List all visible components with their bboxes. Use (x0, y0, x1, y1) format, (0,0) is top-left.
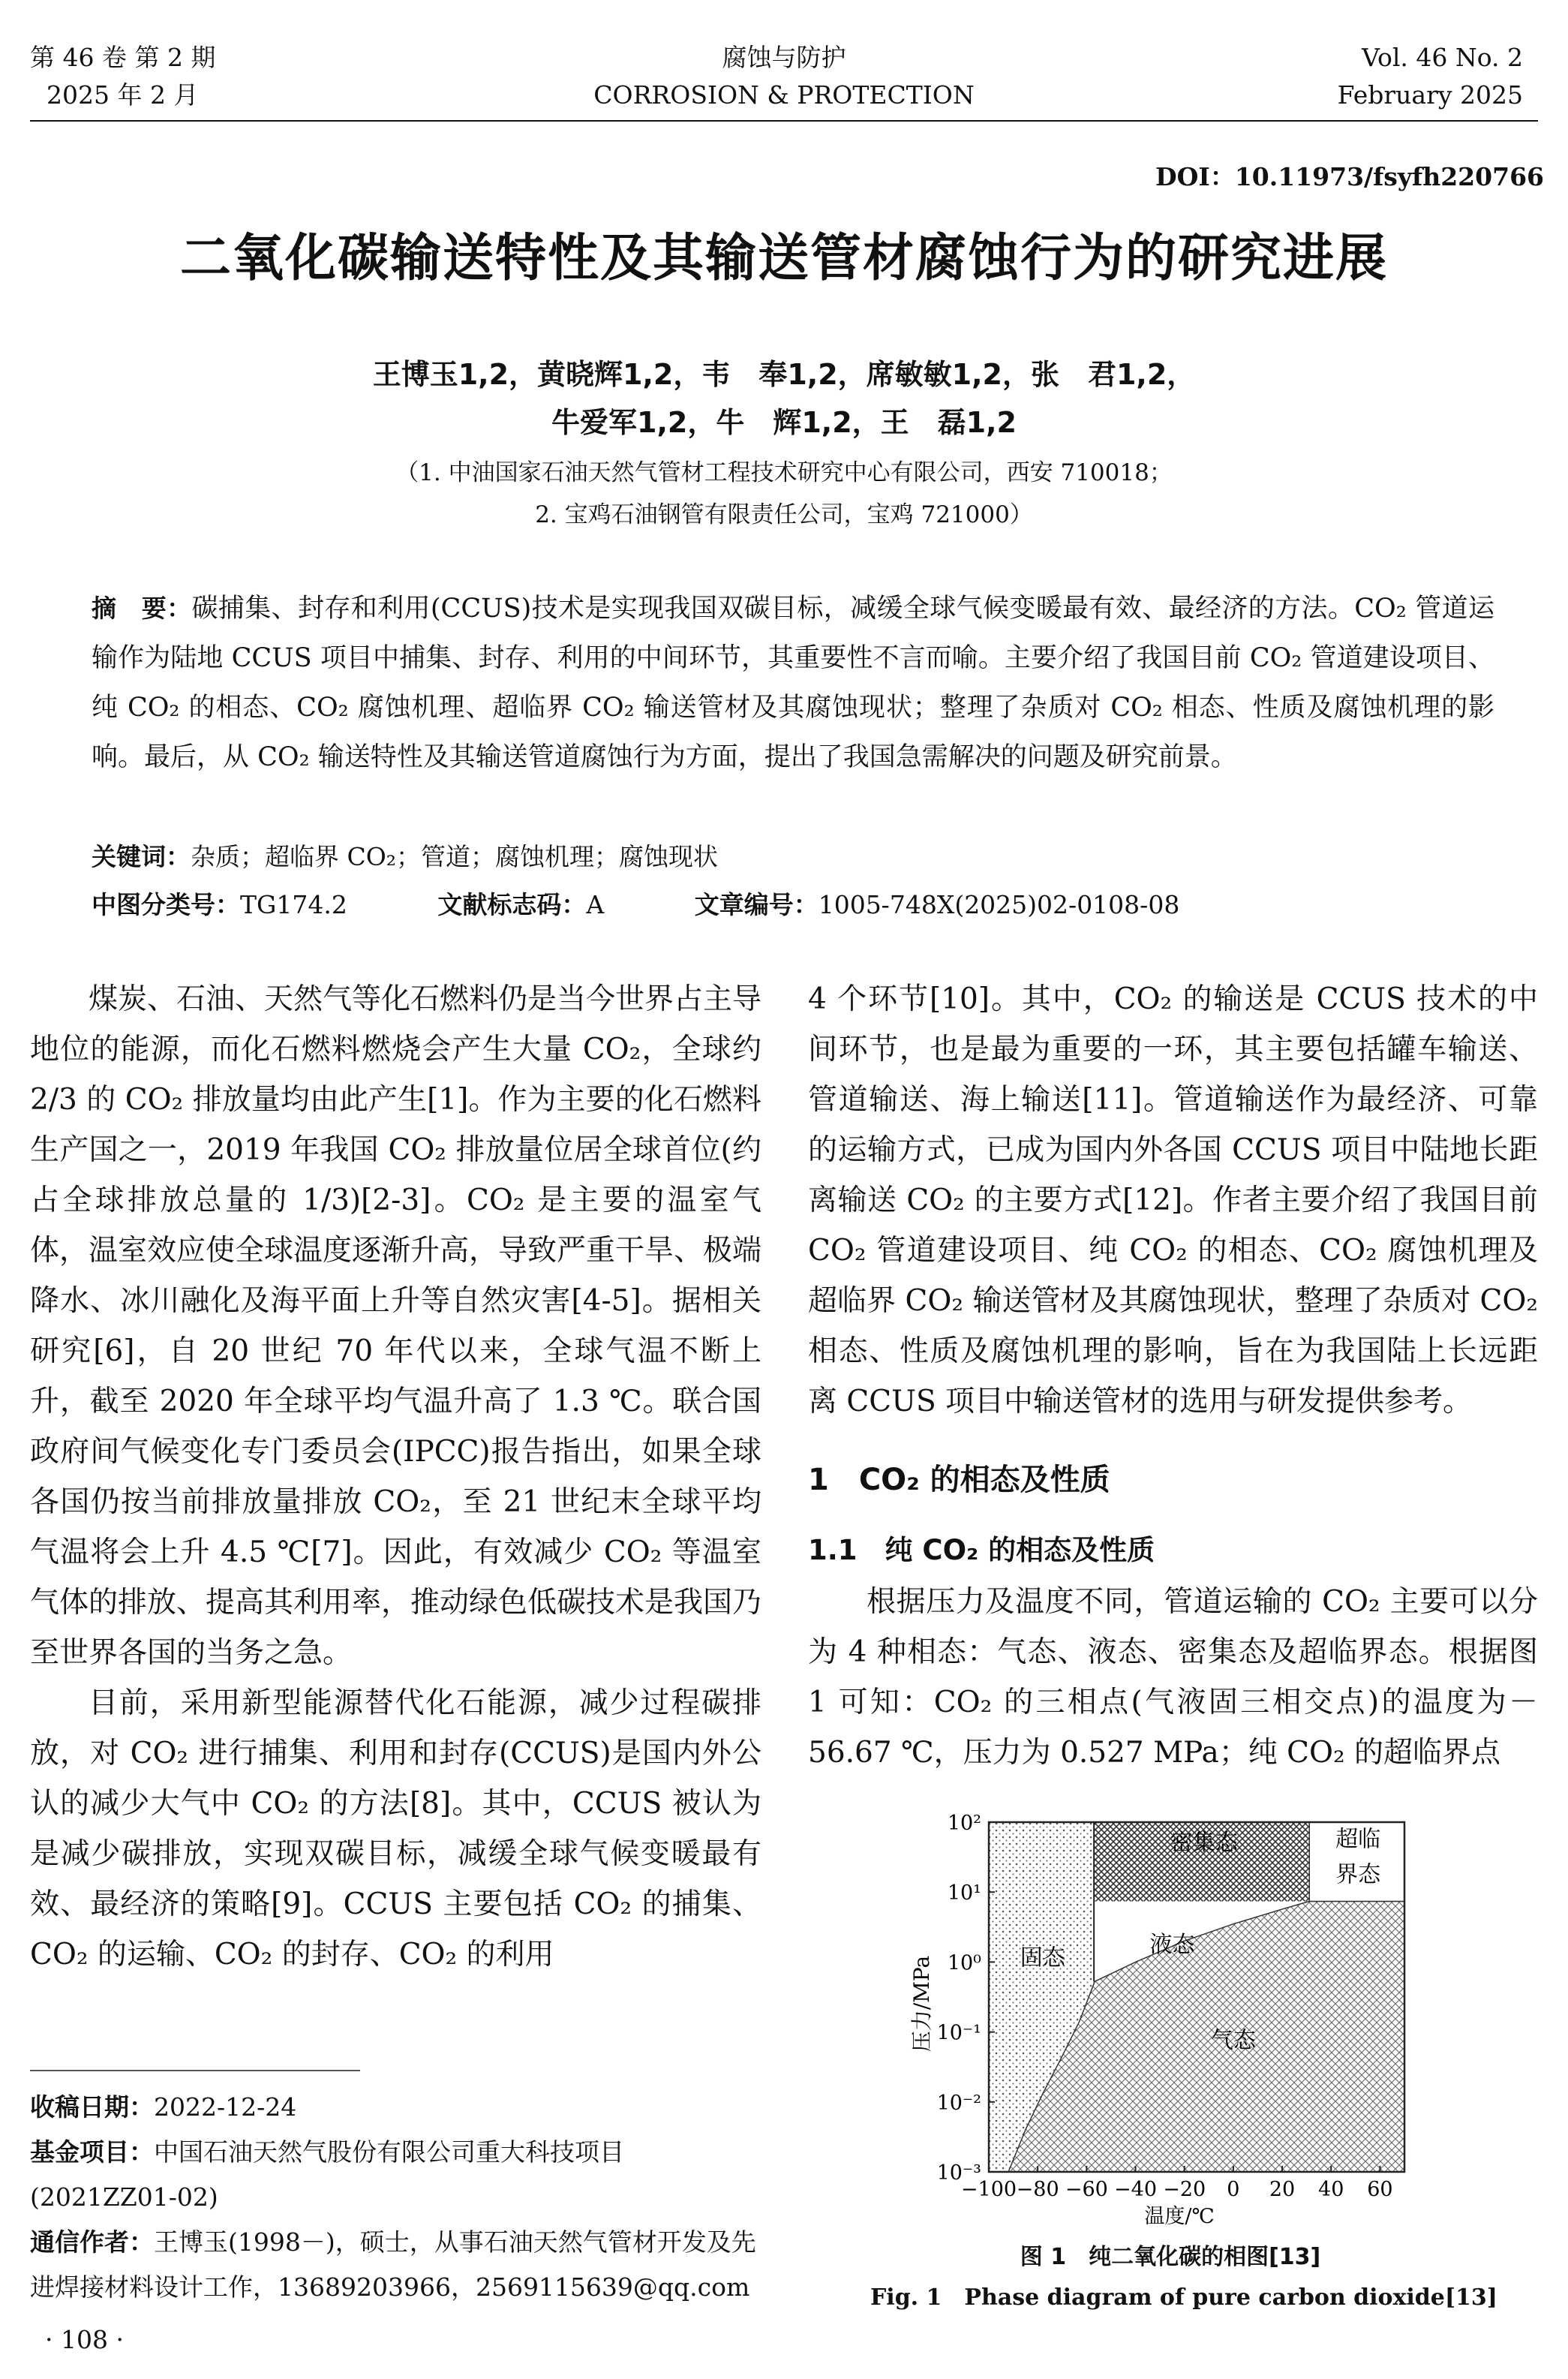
abstract-text: 碳捕集、封存和利用(CCUS)技术是实现我国双碳目标，减缓全球气候变暖最有效、最经济的方法。CO₂ 管道运输作为陆地 CCUS 项目中捕集、封存、利用的中间环节，其重要性不言而喻。主要介绍了我国目前 CO₂ 管道建设项目、纯 CO₂ 的相态、CO₂ 腐蚀机理、超临界 CO₂ 输送管材及其腐蚀现状；整理了杂质对 CO₂ 相态、性质及腐蚀机理的影响。最后，从 CO₂ 输送特性及其输送管道腐蚀行为方面，提出了我国急需解决的问题及研究前景。 (92, 594, 1495, 772)
x-tick-label: −100 (960, 2178, 1017, 2201)
y-tick-label: 10⁻² (936, 2091, 981, 2115)
x-tick-label: 20 (1269, 2178, 1296, 2201)
journal-name-en: CORROSION & PROTECTION (593, 80, 975, 110)
x-tick-label: 0 (1227, 2178, 1240, 2201)
y-axis-label: 压力/MPa (909, 1955, 934, 2053)
paper-title: 二氧化碳输送特性及其输送管材腐蚀行为的研究进展 (179, 229, 1388, 288)
doc-code-label: 文献标志码： (437, 890, 587, 919)
right-paragraph-2: 根据压力及温度不同，管道运输的 CO₂ 主要可以分为 4 种相态：气态、液态、密集态及超临界态。根据图 1 可知：CO₂ 的三相点(气液固三相交点)的温度为－56.67 ℃，压力为 0.527 MPa；纯 CO₂ 的超临界点 (808, 1585, 1538, 1770)
section-heading-1: 1 CO₂ 的相态及性质 (808, 1463, 1110, 1497)
right-column (808, 974, 1538, 1778)
affiliation-line-2: 2. 宝鸡石油钢管有限责任公司，宝鸡 721000） (535, 501, 1033, 528)
phase-diagram-chart (900, 1809, 1440, 2229)
page-number: · 108 · (45, 2325, 124, 2354)
label-supercritical-2: 界态 (1335, 1861, 1381, 1888)
x-tick-label: −20 (1163, 2178, 1206, 2201)
fund-info: 基金项目：中国石油天然气股份有限公司重大科技项目(2021ZZ01-02) (30, 2137, 624, 2212)
y-tick-label: 10⁰ (947, 1951, 981, 1975)
y-tick-label: 10² (947, 1812, 981, 1835)
label-liquid: 液态 (1149, 1931, 1195, 1958)
y-tick-label: 10¹ (947, 1881, 981, 1905)
x-tick-label: −60 (1065, 2178, 1108, 2201)
y-tick-label: 10⁻³ (936, 2161, 981, 2185)
x-tick-label: 40 (1318, 2178, 1344, 2201)
label-dense: 密集态 (1170, 1830, 1238, 1857)
doi: DOI：10.11973/fsyfh220766 (1155, 162, 1544, 191)
figure-caption-cn: 图 1 纯二氧化碳的相图[13] (1020, 2244, 1321, 2270)
x-tick-label: −40 (1114, 2178, 1158, 2201)
article-no-value: 1005-748X(2025)02-0108-08 (818, 890, 1180, 919)
doc-code-value: A (586, 890, 605, 919)
label-supercritical-1: 超临 (1335, 1826, 1381, 1853)
authors-line-2: 牛爱军1,2，牛 辉1,2，王 磊1,2 (551, 406, 1017, 439)
footnote-rule (30, 2070, 360, 2071)
footnote (30, 2085, 761, 2310)
clc-value: TG174.2 (240, 890, 347, 919)
figure-caption-en: Fig. 1 Phase diagram of pure carbon dioxide[13] (870, 2284, 1497, 2311)
header-rule (30, 120, 1538, 122)
journal-date: 2025 年 2 月 (47, 80, 199, 110)
label-gas: 气态 (1210, 2027, 1256, 2054)
keywords-label: 关键词： (92, 842, 191, 871)
journal-name-cn: 腐蚀与防护 (722, 43, 846, 72)
abstract-label: 摘 要： (92, 594, 192, 623)
left-column (30, 974, 761, 1980)
abstract (92, 584, 1494, 782)
journal-volume: 第 46 卷 第 2 期 (30, 43, 216, 72)
x-axis-label: 温度/℃ (1144, 2205, 1215, 2228)
label-solid: 固态 (1020, 1944, 1065, 1971)
affiliation-line-1: （1. 中油国家石油天然气管材工程技术研究中心有限公司，西安 710018； (395, 459, 1173, 486)
x-tick-label: 60 (1367, 2178, 1393, 2201)
classification-line (92, 883, 1494, 928)
intro-paragraph-1: 煤炭、石油、天然气等化石燃料仍是当今世界占主导地位的能源，而化石燃料燃烧会产生大量 CO₂，全球约 2/3 的 CO₂ 排放量均由此产生[1]。作为主要的化石燃料生产国之一，2019 年我国 CO₂ 排放量位居全球首位(约占全球排放总量的 1/3)[2-3]。CO₂ 是主要的温室气体，温室效应使全球温度逐渐升高，导致严重干旱、极端降水、冰川融化及海平面上升等自然灾害[4-5]。据相关研究[6]，自 20 世纪 70 年代以来，全球气温不断上升，截至 2020 年全球平均气温升高了 1.3 ℃。联合国政府间气候变化专门委员会(IPCC)报告指出，如果全球各国仍按当前排放量排放 CO₂，至 21 世纪末全球平均气温将会上升 4.5 ℃[7]。因此，有效减少 CO₂ 等温室气体的排放、提高其利用率，推动绿色低碳技术是我国乃至世界各国的当务之急。 (30, 982, 762, 1670)
plot-area (937, 1812, 1404, 2201)
received-date: 收稿日期：2022-12-24 (30, 2092, 297, 2122)
journal-date-en: February 2025 (1337, 80, 1523, 110)
article-no-label: 文章编号： (694, 890, 819, 919)
section-heading-1-1: 1.1 纯 CO₂ 的相态及性质 (808, 1534, 1155, 1566)
journal-vol-en: Vol. 46 No. 2 (1362, 43, 1523, 72)
right-paragraph-1: 4 个环节[10]。其中，CO₂ 的输送是 CCUS 技术的中间环节，也是最为重要的一环，其主要包括罐车输送、管道输送、海上输送[11]。管道输送作为最经济、可靠的运输方式，已成为国内外各国 CCUS 项目中陆地长距离输送 CO₂ 的主要方式[12]。作者主要介绍了我国目前 CO₂ 管道建设项目、纯 CO₂ 的相态、CO₂ 腐蚀机理及超临界 CO₂ 输送管材及其腐蚀现状，整理了杂质对 CO₂ 相态、性质及腐蚀机理的影响，旨在为我国陆上长远距离 CCUS 项目中输送管材的选用与研发提供参考。 (808, 982, 1538, 1418)
corresponding-author: 通信作者：王博玉(1998－)，硕士，从事石油天然气管材开发及先进焊接材料设计工作，13689203966，2569115639@qq.com (30, 2227, 756, 2302)
keywords (92, 835, 718, 880)
keywords-text: 杂质；超临界 CO₂；管道；腐蚀机理；腐蚀现状 (191, 842, 719, 871)
x-tick-label: −80 (1016, 2178, 1059, 2201)
y-tick-label: 10⁻¹ (936, 2021, 981, 2045)
authors-line-1: 王博玉1,2，黄晓辉1,2，韦 奉1,2，席敏敏1,2，张 君1,2， (372, 358, 1196, 391)
intro-paragraph-2: 目前，采用新型能源替代化石能源，减少过程碳排放，对 CO₂ 进行捕集、利用和封存(CCUS)是国内外公认的减少大气中 CO₂ 的方法[8]。其中，CCUS 被认为是减少碳排放，实现双碳目标，减缓全球气候变暖最有效、最经济的策略[9]。CCUS 主要包括 CO₂ 的捕集、CO₂ 的运输、CO₂ 的封存、CO₂ 的利用 (30, 1686, 761, 1971)
clc-label: 中图分类号： (92, 890, 240, 919)
